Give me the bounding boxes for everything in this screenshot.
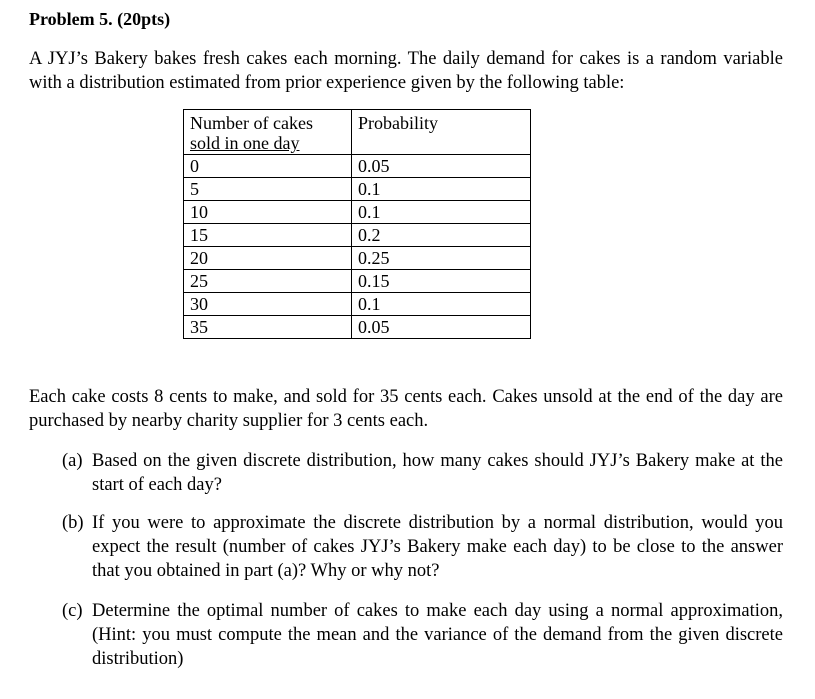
question-text: Based on the given discrete distribution, how many cakes should JYJ’s Bakery make at the start of each day?: [92, 451, 783, 495]
cell-cakes: 5: [184, 178, 352, 201]
demand-distribution-table: [183, 109, 531, 339]
cell-probability: 0.1: [352, 178, 531, 201]
question-text: If you were to approximate the discrete distribution by a normal distribution, would you expect the result (number of cakes JYJ’s Bakery make each day) to be close to the answer that you obtained in part (a)? Why or why not?: [92, 513, 783, 581]
question-label: (b): [62, 513, 84, 533]
question-text: Determine the optimal number of cakes to make each day using a normal approximation, (Hint: you must compute the mean and the variance of the demand from the given discrete distribution): [92, 601, 783, 669]
problem-intro: A JYJ’s Bakery bakes fresh cakes each morning. The daily demand for cakes is a random variable with a distribution estimated from prior experience given by the following table:: [29, 49, 783, 93]
question-label: (a): [62, 451, 83, 471]
cell-probability: 0.1: [352, 201, 531, 224]
cell-cakes: 10: [184, 201, 352, 224]
cell-cakes: 30: [184, 293, 352, 316]
header-cakes-sold: [184, 110, 352, 155]
question-b: [62, 511, 783, 583]
table-row: [184, 201, 531, 224]
cell-cakes: 15: [184, 224, 352, 247]
table-row: [184, 270, 531, 293]
table-row: [184, 316, 531, 339]
table-row: [184, 155, 531, 178]
cell-probability: 0.2: [352, 224, 531, 247]
cell-probability: 0.05: [352, 155, 531, 178]
cell-probability: 0.05: [352, 316, 531, 339]
table-header-row: [184, 110, 531, 155]
cell-cakes: 25: [184, 270, 352, 293]
table-row: [184, 247, 531, 270]
header-cakes-line2: sold in one day: [190, 133, 300, 153]
question-a: [62, 449, 783, 497]
header-cakes-line1: Number of cakes: [190, 113, 313, 133]
problem-title: Problem 5. (20pts): [29, 9, 171, 29]
table-row: [184, 293, 531, 316]
cell-cakes: 20: [184, 247, 352, 270]
table-row: [184, 224, 531, 247]
cost-paragraph: Each cake costs 8 cents to make, and sold for 35 cents each. Cakes unsold at the end of the day are purchased by nearby charity supplier for 3 cents each.: [29, 387, 783, 431]
table-row: [184, 178, 531, 201]
cell-probability: 0.25: [352, 247, 531, 270]
cell-cakes: 35: [184, 316, 352, 339]
question-c: [62, 599, 783, 671]
cell-probability: 0.15: [352, 270, 531, 293]
cell-cakes: 0: [184, 155, 352, 178]
question-label: (c): [62, 601, 83, 621]
header-probability: Probability: [352, 110, 531, 155]
cell-probability: 0.1: [352, 293, 531, 316]
